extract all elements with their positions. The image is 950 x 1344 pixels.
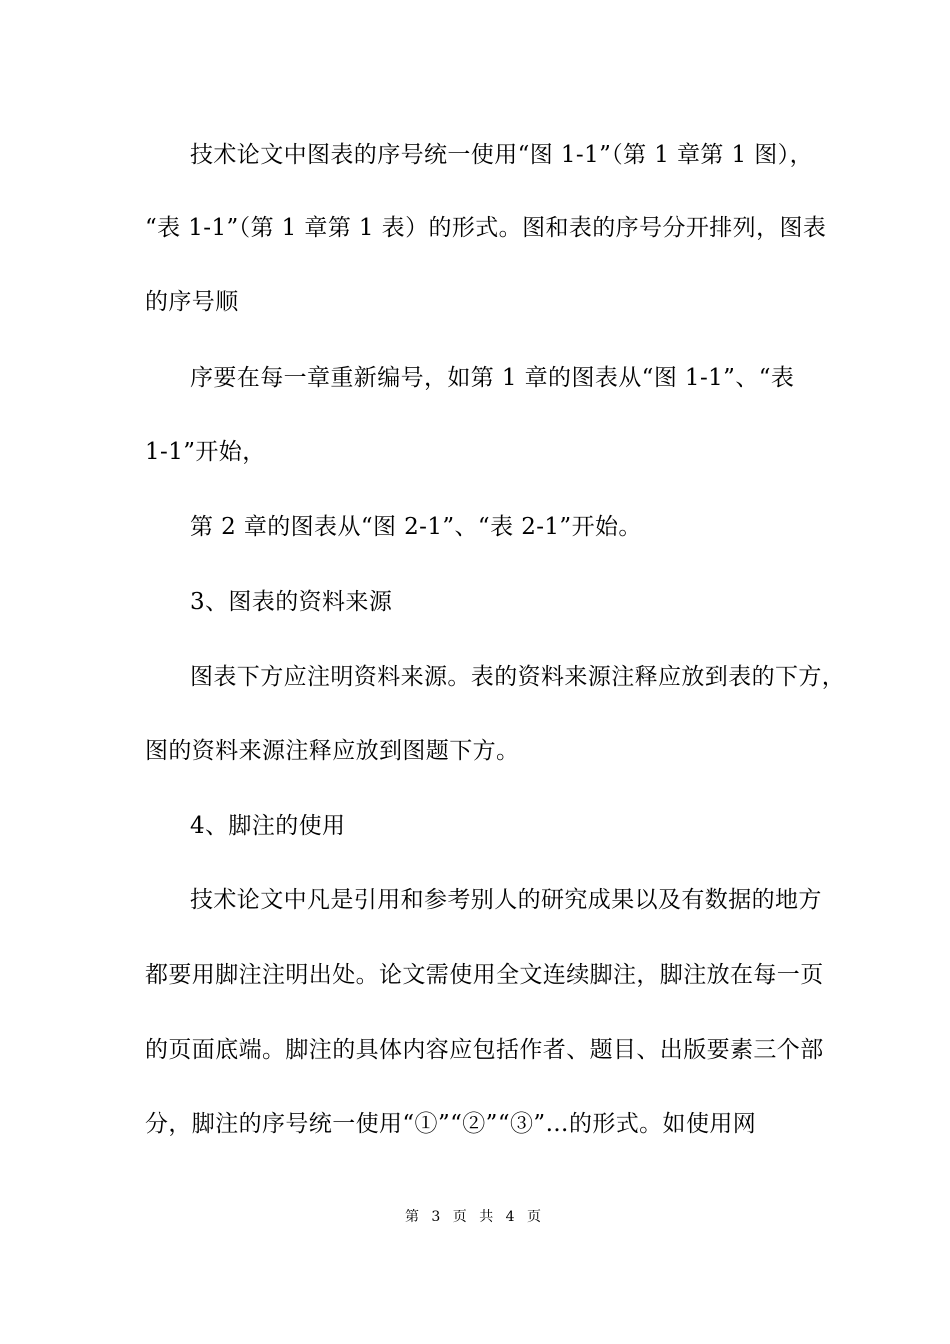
body-line: 序要在每一章重新编号，如第 1 章的图表从“图 1-1”、“表: [190, 365, 795, 391]
body-line: “表 1-1”（第 1 章第 1 表）的形式。图和表的序号分开排列，图表: [145, 215, 827, 241]
body-line: 的序号顺: [145, 289, 239, 315]
body-line: 的页面底端。脚注的具体内容应包括作者、题目、出版要素三个部: [145, 1037, 824, 1063]
body-line: 1-1”开始，: [145, 439, 266, 465]
body-line: 图的资料来源注释应放到图题下方。: [145, 738, 520, 764]
body-line: 第 2 章的图表从“图 2-1”、“表 2-1”开始。: [190, 514, 642, 540]
section-heading: 3、图表的资料来源: [190, 589, 393, 615]
section-heading: 4、脚注的使用: [190, 813, 346, 839]
body-line: 技术论文中凡是引用和参考别人的研究成果以及有数据的地方: [190, 887, 822, 913]
body-line: 图表下方应注明资料来源。表的资料来源注释应放到表的下方，: [190, 664, 846, 690]
body-line: 都要用脚注注明出处。论文需使用全文连续脚注，脚注放在每一页: [145, 962, 824, 988]
body-line: 技术论文中图表的序号统一使用“图 1-1”（第 1 章第 1 图），: [190, 142, 813, 168]
body-line: 分，脚注的序号统一使用“①”“②”“③”…的形式。如使用网: [145, 1111, 757, 1137]
page-number: 第 3 页 共 4 页: [404, 1209, 546, 1225]
